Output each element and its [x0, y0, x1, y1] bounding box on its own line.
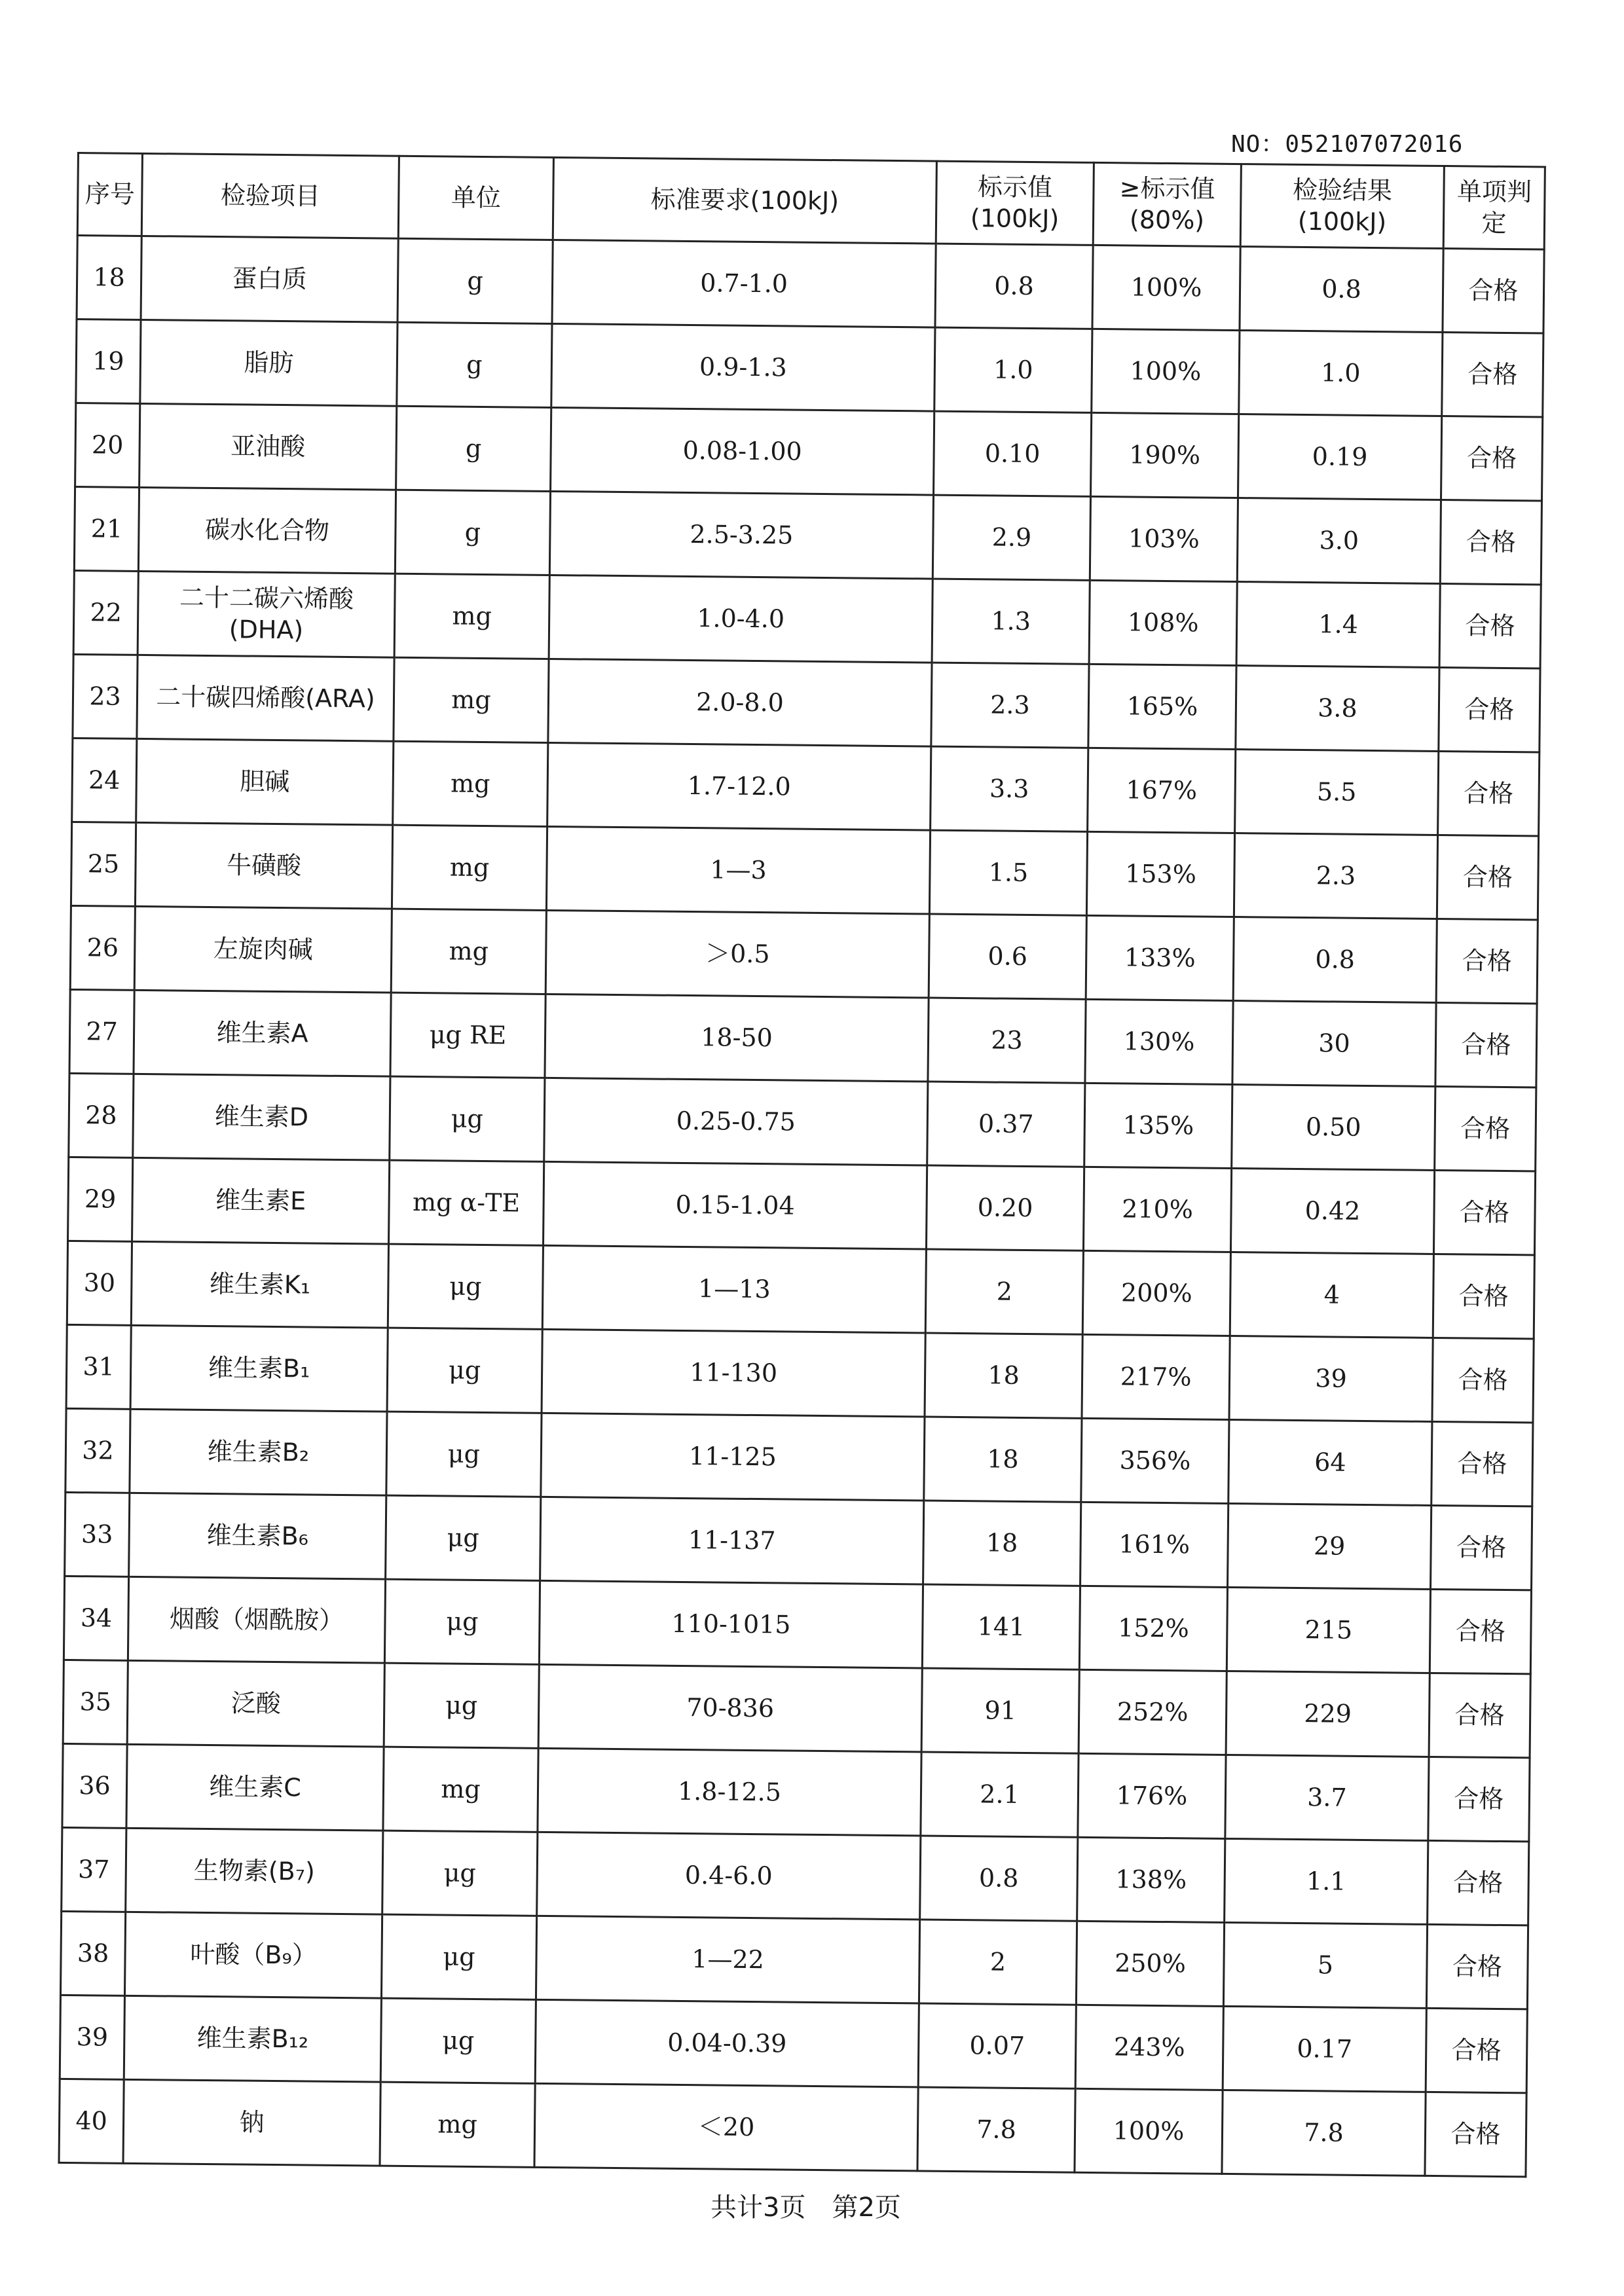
table-row	[68, 1157, 1536, 1254]
cell-seq: 35	[63, 1660, 128, 1744]
cell-standard: 0.04-0.39	[535, 1999, 919, 2087]
cell-item: 蛋白质	[141, 236, 398, 322]
cell-item: 牛磺酸	[135, 822, 392, 909]
cell-percent-of-label: 153%	[1086, 831, 1234, 917]
header-item: 检验项目	[141, 153, 399, 238]
cell-seq: 18	[77, 236, 141, 320]
cell-verdict: 合格	[1439, 584, 1541, 668]
table-row	[67, 1241, 1534, 1338]
cell-seq: 37	[62, 1827, 126, 1912]
cell-seq: 26	[70, 905, 135, 990]
cell-percent-of-label: 100%	[1092, 245, 1240, 330]
cell-standard: 11-125	[541, 1413, 925, 1501]
cell-item: 维生素C	[126, 1744, 384, 1831]
cell-percent-of-label: 138%	[1077, 1837, 1225, 1922]
page-total: 共计3页	[710, 2193, 806, 2223]
cell-percent-of-label: 217%	[1082, 1334, 1230, 1419]
cell-result: 7.8	[1222, 2090, 1426, 2176]
cell-label-value: 2.3	[931, 663, 1089, 748]
cell-result: 0.8	[1233, 917, 1437, 1003]
cell-standard: ＞0.5	[545, 910, 929, 998]
header-unit: 单位	[398, 156, 553, 240]
page-footer	[710, 2187, 901, 2224]
cell-seq: 29	[68, 1157, 133, 1241]
cell-standard: 0.9-1.3	[551, 323, 935, 411]
cell-label-value: 1.0	[934, 327, 1092, 412]
cell-label-value: 141	[922, 1584, 1080, 1669]
table-row	[66, 1324, 1534, 1422]
cell-standard: 0.7-1.0	[552, 240, 936, 327]
cell-unit: mg	[391, 909, 546, 994]
cell-verdict: 合格	[1428, 1840, 1529, 1925]
header-standard: 标准要求(100kJ)	[553, 157, 936, 244]
cell-unit: μg	[380, 1998, 536, 2083]
cell-unit: mg	[383, 1747, 538, 1832]
cell-result: 0.17	[1223, 2006, 1426, 2092]
cell-verdict: 合格	[1433, 1170, 1535, 1254]
cell-result: 3.8	[1236, 666, 1439, 752]
cell-standard: 11-137	[540, 1497, 924, 1584]
cell-unit: μg	[382, 1831, 538, 1916]
cell-unit: μg	[384, 1579, 540, 1664]
cell-unit: μg	[384, 1663, 539, 1748]
cell-result: 4	[1230, 1252, 1433, 1338]
cell-unit: mg	[392, 825, 547, 910]
cell-label-value: 2	[919, 1920, 1077, 2005]
cell-item: 维生素E	[132, 1157, 390, 1244]
cell-seq: 31	[66, 1324, 131, 1409]
cell-result: 5	[1223, 1922, 1427, 2008]
cell-result: 5.5	[1235, 750, 1439, 835]
cell-unit: μg	[381, 1914, 536, 1999]
cell-verdict: 合格	[1443, 249, 1544, 333]
cell-standard: ＜20	[534, 2083, 918, 2171]
cell-label-value: 18	[925, 1333, 1082, 1418]
results-body	[59, 236, 1544, 2177]
cell-label-value: 18	[923, 1501, 1081, 1586]
header-percent-of-label: ≥标示值 (80%)	[1093, 162, 1241, 246]
table-row	[73, 570, 1541, 668]
cell-percent-of-label: 200%	[1082, 1250, 1230, 1336]
cell-verdict: 合格	[1429, 1673, 1530, 1757]
table-row	[59, 2079, 1526, 2176]
cell-label-value: 1.3	[932, 579, 1090, 664]
cell-seq: 30	[67, 1241, 132, 1325]
cell-unit: μg	[390, 1076, 545, 1161]
cell-item: 生物素(B₇)	[126, 1828, 383, 1914]
cell-result: 1.4	[1236, 582, 1440, 668]
table-row	[65, 1492, 1532, 1590]
cell-item: 二十二碳六烯酸 (DHA)	[138, 571, 395, 657]
cell-item: 左旋肉碱	[134, 906, 392, 993]
cell-standard: 1.7-12.0	[547, 742, 931, 830]
cell-percent-of-label: 100%	[1075, 2088, 1223, 2174]
cell-item: 维生素B₆	[129, 1493, 386, 1579]
cell-item: 亚油酸	[139, 403, 397, 490]
cell-standard: 1—3	[546, 826, 930, 914]
cell-item: 泛酸	[127, 1660, 384, 1747]
cell-result: 0.50	[1232, 1084, 1435, 1170]
cell-verdict: 合格	[1426, 2008, 1527, 2092]
cell-standard: 1—13	[542, 1245, 926, 1333]
cell-result: 0.42	[1230, 1168, 1434, 1254]
table-row	[72, 738, 1540, 835]
table-row	[71, 822, 1538, 919]
page-current: 第2页	[832, 2193, 901, 2223]
cell-percent-of-label: 243%	[1075, 2005, 1223, 2090]
cell-result: 0.19	[1238, 414, 1442, 500]
cell-percent-of-label: 152%	[1079, 1586, 1227, 1671]
header-row	[77, 153, 1545, 249]
cell-verdict: 合格	[1441, 416, 1542, 501]
inspection-results-table	[58, 152, 1546, 2178]
cell-unit: g	[397, 238, 553, 323]
cell-percent-of-label: 103%	[1090, 496, 1238, 581]
cell-seq: 27	[69, 989, 134, 1074]
cell-seq: 39	[60, 1995, 124, 2079]
cell-unit: μg	[386, 1495, 541, 1580]
cell-seq: 20	[75, 403, 140, 487]
cell-seq: 19	[76, 319, 141, 404]
cell-item: 维生素B₂	[130, 1409, 387, 1495]
cell-result: 1.1	[1225, 1838, 1428, 1924]
cell-standard: 0.25-0.75	[544, 1078, 928, 1165]
cell-result: 64	[1228, 1419, 1432, 1505]
cell-seq: 22	[73, 570, 138, 655]
cell-percent-of-label: 356%	[1081, 1418, 1229, 1503]
header-label-value: 标示值 (100kJ)	[936, 161, 1094, 245]
cell-seq: 28	[69, 1073, 134, 1157]
cell-unit: g	[396, 406, 551, 491]
cell-standard: 2.5-3.25	[549, 491, 933, 579]
cell-result: 229	[1226, 1671, 1430, 1757]
cell-unit: mg	[393, 741, 548, 826]
cell-seq: 40	[59, 2079, 124, 2163]
cell-verdict: 合格	[1431, 1505, 1532, 1590]
cell-percent-of-label: 165%	[1088, 664, 1236, 749]
cell-verdict: 合格	[1426, 1924, 1528, 2009]
cell-result: 39	[1229, 1336, 1433, 1421]
cell-unit: μg RE	[390, 993, 545, 1078]
cell-label-value: 3.3	[931, 746, 1088, 831]
cell-percent-of-label: 210%	[1083, 1167, 1231, 1252]
cell-result: 0.8	[1240, 247, 1443, 333]
cell-label-value: 91	[921, 1668, 1079, 1753]
cell-unit: μg	[386, 1412, 542, 1497]
cell-item: 烟酸（烟酰胺）	[128, 1576, 385, 1663]
cell-unit: mg	[394, 574, 549, 659]
cell-label-value: 0.6	[929, 914, 1086, 999]
cell-result: 215	[1227, 1587, 1430, 1673]
table-row	[74, 486, 1541, 584]
cell-seq: 36	[62, 1743, 127, 1828]
cell-seq: 21	[74, 486, 139, 571]
cell-verdict: 合格	[1437, 835, 1538, 919]
cell-label-value: 2	[925, 1249, 1083, 1334]
cell-standard: 70-836	[538, 1664, 922, 1752]
table-row	[73, 654, 1540, 752]
cell-result: 1.0	[1239, 331, 1443, 416]
cell-label-value: 1.5	[929, 830, 1087, 915]
table-row	[62, 1827, 1529, 1925]
cell-percent-of-label: 100%	[1092, 329, 1240, 414]
cell-unit: mg	[394, 657, 549, 742]
cell-verdict: 合格	[1435, 1086, 1536, 1171]
cell-label-value: 0.8	[920, 1836, 1078, 1921]
cell-unit: μg	[388, 1244, 543, 1329]
cell-percent-of-label: 135%	[1084, 1083, 1232, 1168]
cell-verdict: 合格	[1435, 1002, 1537, 1087]
cell-seq: 23	[73, 654, 138, 738]
cell-verdict: 合格	[1428, 1757, 1530, 1841]
cell-unit: g	[397, 322, 552, 407]
table-row	[62, 1743, 1530, 1841]
cell-item: 脂肪	[140, 319, 397, 406]
cell-label-value: 7.8	[917, 2087, 1075, 2172]
cell-standard: 1.8-12.5	[538, 1748, 921, 1836]
cell-standard: 18-50	[545, 994, 929, 1082]
cell-verdict: 合格	[1425, 2092, 1526, 2176]
table-row	[60, 1911, 1528, 2009]
table-row	[69, 989, 1537, 1087]
table-row	[65, 1408, 1533, 1506]
cell-standard: 1—22	[536, 1916, 919, 2003]
cell-verdict: 合格	[1433, 1254, 1534, 1338]
cell-verdict: 合格	[1440, 500, 1541, 585]
cell-seq: 25	[71, 822, 136, 906]
cell-unit: μg	[387, 1328, 542, 1413]
cell-standard: 2.0-8.0	[548, 659, 932, 746]
table-row	[77, 236, 1544, 333]
cell-result: 3.0	[1237, 498, 1441, 584]
cell-percent-of-label: 130%	[1085, 999, 1233, 1084]
cell-standard: 0.15-1.04	[543, 1161, 927, 1249]
cell-seq: 32	[65, 1408, 130, 1493]
cell-label-value: 2.1	[921, 1752, 1079, 1837]
cell-item: 维生素K₁	[131, 1241, 388, 1328]
cell-standard: 0.08-1.00	[551, 407, 934, 495]
cell-percent-of-label: 167%	[1088, 748, 1236, 833]
cell-item: 维生素B₁₂	[124, 1995, 381, 2082]
cell-seq: 24	[72, 738, 137, 822]
cell-unit: mg α-TE	[389, 1160, 544, 1245]
cell-verdict: 合格	[1442, 333, 1543, 417]
table-row	[69, 1073, 1536, 1171]
cell-seq: 38	[60, 1911, 125, 1995]
cell-verdict: 合格	[1431, 1421, 1533, 1506]
table-row	[76, 319, 1543, 417]
cell-percent-of-label: 108%	[1089, 580, 1237, 665]
cell-standard: 11-130	[542, 1329, 925, 1417]
table-row	[75, 403, 1543, 500]
cell-verdict: 合格	[1430, 1589, 1531, 1673]
cell-percent-of-label: 176%	[1078, 1753, 1226, 1838]
cell-percent-of-label: 252%	[1079, 1669, 1227, 1755]
table-row	[70, 905, 1538, 1003]
header-seq: 序号	[77, 153, 142, 236]
cell-result: 29	[1228, 1503, 1431, 1589]
cell-verdict: 合格	[1439, 668, 1540, 752]
report-number: NO：052107072016	[1231, 131, 1464, 158]
cell-item: 胆碱	[136, 738, 394, 825]
cell-item: 叶酸（B₉）	[124, 1912, 382, 1998]
cell-seq: 34	[64, 1576, 128, 1660]
cell-verdict: 合格	[1436, 919, 1538, 1003]
cell-label-value: 0.07	[918, 2003, 1076, 2088]
cell-percent-of-label: 133%	[1086, 915, 1234, 1000]
cell-unit: g	[395, 490, 550, 575]
cell-item: 钠	[123, 2079, 380, 2166]
cell-standard: 110-1015	[539, 1580, 923, 1668]
cell-verdict: 合格	[1432, 1338, 1534, 1422]
cell-item: 维生素B₁	[130, 1325, 388, 1412]
cell-label-value: 0.10	[934, 411, 1092, 496]
table-row	[64, 1576, 1531, 1673]
header-verdict: 单项判定	[1443, 166, 1545, 249]
cell-verdict: 合格	[1438, 751, 1540, 835]
cell-standard: 0.4-6.0	[537, 1832, 921, 1920]
cell-item: 维生素A	[134, 990, 391, 1076]
cell-percent-of-label: 250%	[1076, 1921, 1224, 2006]
cell-label-value: 18	[924, 1417, 1082, 1502]
cell-seq: 33	[65, 1492, 130, 1576]
table-row	[60, 1995, 1527, 2092]
cell-label-value: 0.37	[927, 1082, 1085, 1167]
cell-label-value: 2.9	[932, 495, 1090, 580]
table-row	[63, 1660, 1530, 1757]
cell-unit: mg	[380, 2082, 535, 2167]
header-result: 检验结果 (100kJ)	[1240, 164, 1444, 249]
cell-percent-of-label: 190%	[1091, 412, 1239, 498]
cell-item: 维生素D	[133, 1074, 390, 1160]
cell-standard: 1.0-4.0	[549, 575, 932, 663]
cell-label-value: 23	[928, 998, 1086, 1083]
cell-label-value: 0.8	[935, 244, 1093, 329]
cell-item: 二十碳四烯酸(ARA)	[137, 655, 394, 741]
cell-label-value: 0.20	[926, 1165, 1084, 1250]
cell-item: 碳水化合物	[138, 487, 396, 574]
cell-percent-of-label: 161%	[1080, 1502, 1228, 1587]
cell-result: 2.3	[1234, 833, 1437, 919]
cell-result: 3.7	[1225, 1755, 1429, 1840]
cell-result: 30	[1232, 1001, 1436, 1087]
